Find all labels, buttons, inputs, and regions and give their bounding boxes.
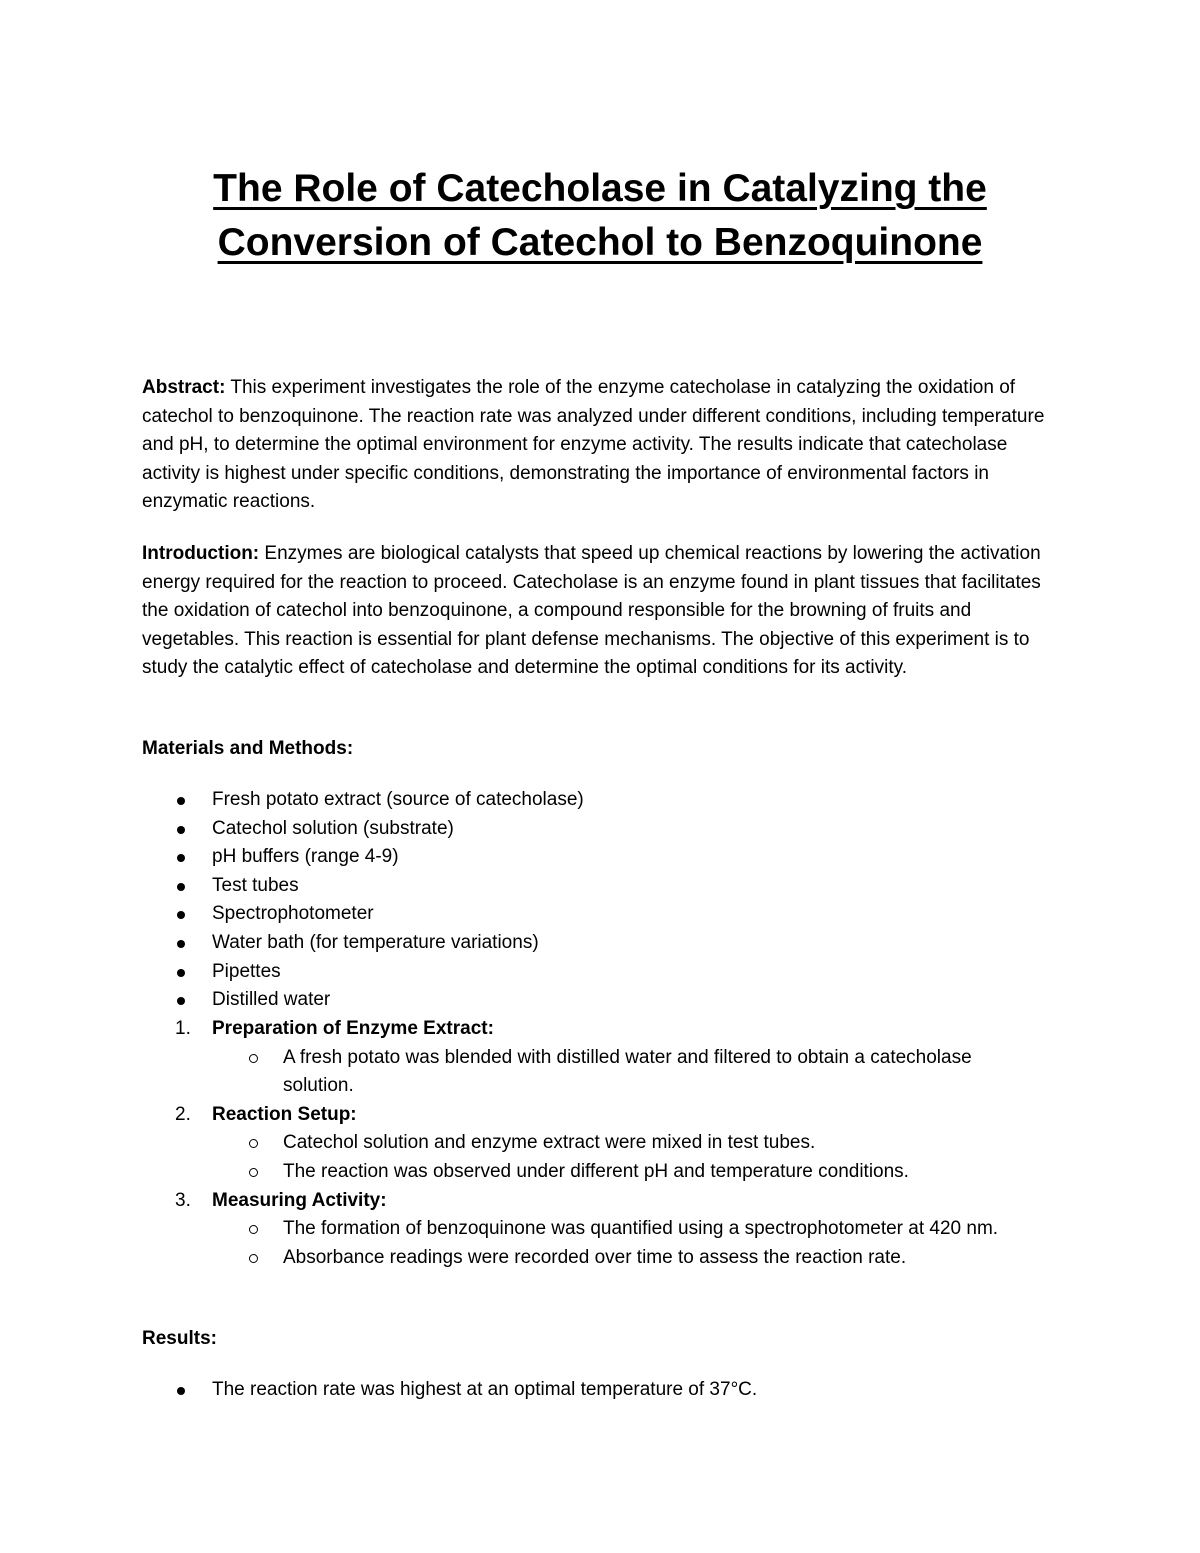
bullet-icon <box>177 1387 185 1395</box>
list-item <box>142 872 1062 901</box>
results-heading: Results: <box>142 1328 217 1349</box>
material-text: Test tubes <box>212 874 299 896</box>
abstract-text: This experiment investigates the role of the enzyme catecholase in catalyzing the oxidation of catechol to benzoquinone. The reaction rate was analyzed under different conditions, including temperature and pH, to determine the optimal environment for enzyme activity. The results indicate that catecholase activity is highest under specific conditions, demonstrating the importance of environmental factors in enzymatic reactions. <box>142 377 1045 513</box>
bullet-icon <box>177 911 185 919</box>
procedure-step <box>142 1101 1062 1187</box>
step-details <box>212 1215 1062 1272</box>
abstract-label: Abstract: <box>142 377 226 398</box>
procedure-step <box>142 1187 1062 1273</box>
material-text: Spectrophotometer <box>212 903 374 925</box>
list-item <box>142 929 1062 958</box>
material-text: Catechol solution (substrate) <box>212 817 454 839</box>
bullet-icon <box>177 940 185 948</box>
bullet-icon <box>177 997 185 1005</box>
step-title: Preparation of Enzyme Extract: <box>212 1018 494 1039</box>
hollow-bullet-icon <box>249 1139 258 1148</box>
step-detail-text: The formation of benzoquinone was quantified using a spectrophotometer at 420 nm. <box>283 1218 999 1240</box>
list-item <box>212 1244 1143 1273</box>
list-item <box>142 815 1062 844</box>
introduction-text: Enzymes are biological catalysts that speed up chemical reactions by lowering the activation energy required for the reaction to proceed. Catecholase is an enzyme found in plant tissues that facilitates the oxidation of catechol into benzoquinone, a compound responsible for the browning of fruits and vegetables. This reaction is essential for plant defense mechanisms. The objective of this experiment is to study the catalytic effect of catecholase and determine the optimal conditions for its activity. <box>142 543 1041 679</box>
title-line-2: Conversion of Catechol to Benzoquinone <box>217 221 983 264</box>
material-text: Fresh potato extract (source of catecholase) <box>212 789 584 810</box>
step-detail-text: A fresh potato was blended with distilled water and filtered to obtain a catecholase solution. <box>283 1046 972 1097</box>
list-item <box>212 1215 1063 1244</box>
hollow-bullet-icon <box>249 1254 258 1263</box>
material-text: Distilled water <box>212 989 331 1011</box>
title-line-1: The Role of Catecholase in Catalyzing the <box>213 167 987 210</box>
material-text: pH buffers (range 4-9) <box>212 846 399 868</box>
abstract-paragraph <box>142 374 1062 517</box>
hollow-bullet-icon <box>249 1168 258 1177</box>
document-title <box>0 162 1200 270</box>
list-item <box>142 986 1062 1015</box>
materials-list <box>142 786 1062 1015</box>
list-item <box>142 843 1062 872</box>
step-number: 2. <box>175 1103 191 1125</box>
introduction-paragraph <box>142 540 1062 683</box>
introduction-label: Introduction: <box>142 543 260 564</box>
step-detail-text: Absorbance readings were recorded over time to assess the reaction rate. <box>283 1246 907 1268</box>
list-item <box>212 1158 1143 1187</box>
bullet-icon <box>177 826 185 834</box>
procedure-step <box>142 1015 1062 1101</box>
methods-heading: Materials and Methods: <box>142 738 354 759</box>
bullet-icon <box>177 854 185 862</box>
hollow-bullet-icon <box>249 1054 258 1063</box>
step-number: 1. <box>175 1018 191 1039</box>
step-details <box>212 1044 1062 1101</box>
step-number: 3. <box>175 1189 191 1211</box>
bullet-icon <box>177 797 185 805</box>
list-item <box>142 786 1062 815</box>
list-item <box>212 1044 983 1101</box>
step-title: Measuring Activity: <box>212 1189 387 1211</box>
bullet-icon <box>177 883 185 891</box>
bullet-icon <box>177 969 185 977</box>
list-item <box>142 1376 1062 1405</box>
list-item <box>142 958 1062 987</box>
list-item <box>212 1129 1143 1158</box>
step-details <box>212 1129 1062 1186</box>
step-detail-text: The reaction was observed under different pH and temperature conditions. <box>283 1160 909 1182</box>
hollow-bullet-icon <box>249 1225 258 1234</box>
material-text: Water bath (for temperature variations) <box>212 931 539 953</box>
material-text: Pipettes <box>212 960 281 982</box>
results-list <box>142 1376 1062 1405</box>
result-text: The reaction rate was highest at an optimal temperature of 37°C. <box>212 1379 758 1400</box>
step-title: Reaction Setup: <box>212 1103 357 1125</box>
step-detail-text: Catechol solution and enzyme extract were mixed in test tubes. <box>283 1132 816 1154</box>
procedure-steps <box>142 1015 1062 1272</box>
list-item <box>142 900 1062 929</box>
